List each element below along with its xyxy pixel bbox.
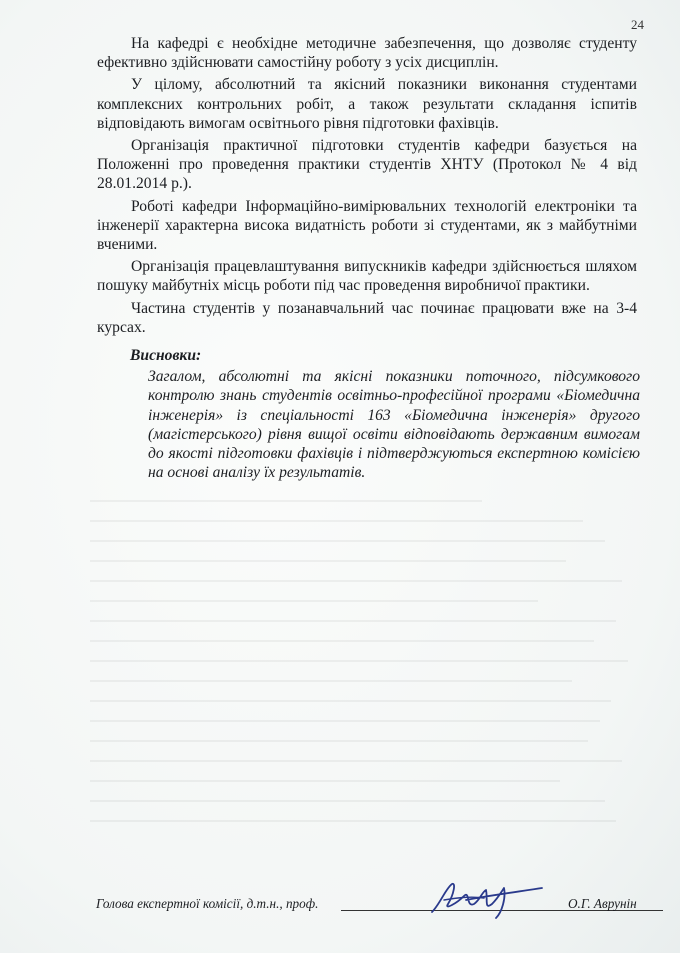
bleed-through-text <box>90 500 650 860</box>
body-text <box>97 34 637 340</box>
commission-head-label: Голова експертної комісії, д.т.н., проф. <box>96 896 319 911</box>
conclusions-text: Загалом, абсолютні та якісні показники поточного, підсумкового контролю знань студентів освітньо-професійної програми «Біомедична інженерія» із спеціальності 163 «Біомедична інженерія» другого (магістерського) рівня вищої освіти відповідають державним вимогам до якості підготовки фахівців і підтверджуються експертною комісією на основі аналізу їх результатів. <box>148 368 640 482</box>
paragraph-methodical-support: На кафедрі є необхідне методичне забезпечення, що дозволяє студенту ефективно здійснювати самостійну роботу з усіх дисциплін. <box>97 35 637 72</box>
handwritten-signature <box>426 874 546 922</box>
paragraph-student-work: Роботі кафедри Інформаційно-вимірювальних технологій електроніки та інженерії характерна висока видатність роботи зі студентами, як з майбутніми вченими. <box>97 197 637 254</box>
paragraph-exam-results: У цілому, абсолютний та якісний показники виконання студентами комплексних контрольних робіт, а також результати складання іспитів відповідають вимогам освітнього рівня підготовки фахівців. <box>97 76 637 132</box>
page-number: 24 <box>631 17 644 32</box>
paragraph-employment: Організація працевлаштування випускників кафедри здійснюється шляхом пошуку майбутніх місць роботи під час проведення виробничої практики. <box>97 258 637 295</box>
conclusions-section <box>100 346 640 482</box>
conclusions-title: Висновки: <box>130 347 202 364</box>
paragraph-practical-training: Організація практичної підготовки студентів кафедри базується на Положенні про проведення практики студентів ХНТУ (Протокол № 4 від 28.01.2014 р.). <box>97 137 637 193</box>
commission-head-name: О.Г. Аврунін <box>568 896 637 911</box>
paragraph-part-time-work: Частина студентів у позанавчальний час починає працювати вже на 3-4 курсах. <box>97 299 637 336</box>
signature-block <box>96 890 656 924</box>
